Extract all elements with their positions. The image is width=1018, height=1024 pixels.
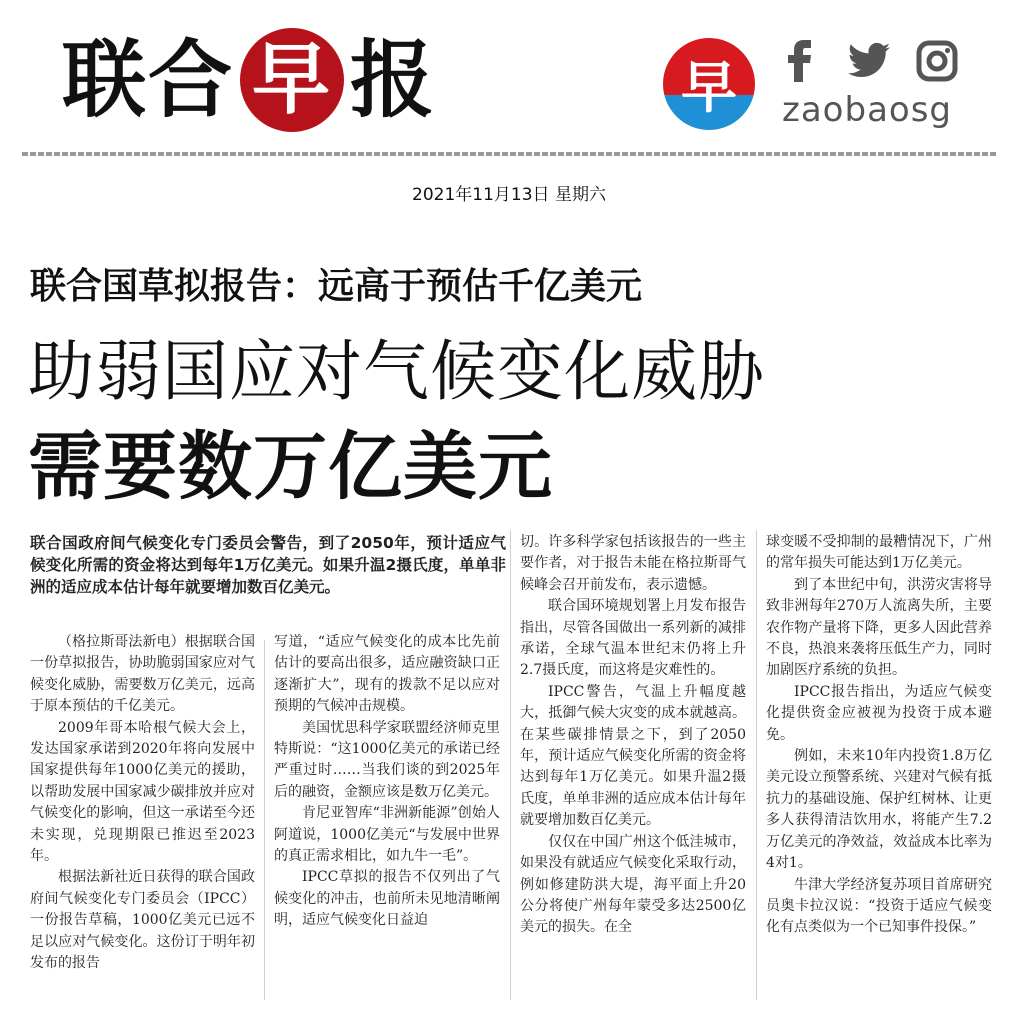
logo-char: 联 xyxy=(62,30,149,129)
article-paragraph: 切。许多科学家包括该报告的一些主要作者，对于报告未能在格拉斯哥气候峰会召开前发布，表示遗憾。 xyxy=(520,534,746,593)
zaobao-app-icon[interactable] xyxy=(663,38,755,130)
article-column-3 xyxy=(520,532,746,1004)
logo-char-circle: 早 xyxy=(240,28,344,132)
article-paragraph: 例如，未来10年内投资1.8万亿美元设立预警系统、兴建对气候有抵抗力的基础设施、保护红树林、让更多人获得清洁饮用水，将能产生7.2万亿美元的净效益，效益成本比率为4对1。 xyxy=(766,748,992,872)
facebook-icon[interactable] xyxy=(780,40,822,82)
article-paragraph: 根据法新社近日获得的联合国政府间气候变化专门委员会（IPCC）一份报告草稿，1000亿美元已远不足以应对气候变化。这份订于明年初发布的报告 xyxy=(30,869,255,972)
article-paragraph: 写道，“适应气候变化的成本比先前估计的要高出很多，适应融资缺口正逐渐扩大”，现有的拨款不足以应对预期的气候冲击规模。 xyxy=(274,634,500,715)
column-rule xyxy=(756,530,757,1000)
article-paragraph: 美国忧思科学家联盟经济师克里特斯说：“这1000亿美元的承诺已经严重过时……当我们谈的到2025年后的融资，金额应该是数万亿美元。 xyxy=(274,719,500,800)
article-paragraph: 2009年哥本哈根气候大会上，发达国家承诺到2020年将向发展中国家提供每年1000亿美元的援助，以帮助发展中国家减少碳排放并应对气候变化的影响，但这一承诺至今还未实现，兑现期限已推迟至2023年。 xyxy=(30,719,255,865)
article-paragraph: 肯尼亚智库“非洲新能源”创始人阿道说，1000亿美元“与发展中世界的真正需求相比，如九牛一毛”。 xyxy=(274,805,500,865)
masthead xyxy=(0,0,1018,150)
article-paragraph: IPCC草拟的报告不仅列出了气候变化的冲击，也前所未见地清晰阐明，适应气候变化日益迫 xyxy=(274,869,500,929)
article-column-2 xyxy=(274,632,500,1004)
logo-char: 报 xyxy=(350,30,437,129)
logo-char: 合 xyxy=(148,30,235,129)
article-paragraph: 联合国环境规划署上月发布报告指出，尽管各国做出一系列新的减排承诺，全球气温本世纪末仍将上升2.7摄氏度，而这将是灾难性的。 xyxy=(520,598,746,679)
article-lede: 联合国政府间气候变化专门委员会警告，到了2050年，预计适应气候变化所需的资金将达到每年1万亿美元。如果升温2摄氏度，单单非洲的适应成本估计每年就要增加数百亿美元。 xyxy=(30,534,506,596)
main-headline-line2: 需要数万亿美元 xyxy=(28,424,553,510)
article-paragraph: IPCC警告，气温上升幅度越大，抵御气候大灾变的成本就越高。在某些碳排情景之下，到了2050年，预计适应气候变化所需的资金将达到每年1万亿美元。如果升温2摄氏度，单单非洲的适应成本估计每年就要增加数百亿美元。 xyxy=(520,683,746,829)
publication-date: 2021年11月13日 星期六 xyxy=(412,185,606,205)
instagram-icon[interactable] xyxy=(916,40,958,82)
twitter-icon[interactable] xyxy=(848,40,890,82)
article-paragraph: IPCC报告指出，为适应气候变化提供资金应被视为投资于成本避免。 xyxy=(766,683,992,743)
column-rule xyxy=(510,530,511,1000)
main-headline-line1: 助弱国应对气候变化威胁 xyxy=(28,333,765,410)
brand-icon-char: 早 xyxy=(681,55,737,121)
article-paragraph: 到了本世纪中旬，洪涝灾害将导致非洲每年270万人流离失所，主要农作物产量将下降，更多人因此营养不良，热浪来袭将压低生产力，同时加剧医疗系统的负担。 xyxy=(766,576,992,679)
article-paragraph: 牛津大学经济复苏项目首席研究员奥卡拉汉说：“投资于适应气候变化有点类似为一个已知事件投保。” xyxy=(766,876,992,936)
article-column-4 xyxy=(766,532,992,1004)
masthead-divider xyxy=(22,152,996,156)
newspaper-logo[interactable] xyxy=(62,30,436,130)
social-handle[interactable]: zaobaosg xyxy=(782,90,952,130)
article-paragraph: 仅仅在中国广州这个低洼城市，如果没有就适应气候变化采取行动，例如修建防洪大堤，海平面上升20公分将使广州每年蒙受多达2500亿美元的损失。在全 xyxy=(520,833,746,936)
article-paragraph: 球变暖不受抑制的最糟情况下，广州的常年损失可能达到1万亿美元。 xyxy=(766,534,992,572)
kicker-headline: 联合国草拟报告：远高于预估千亿美元 xyxy=(30,266,643,307)
column-rule xyxy=(264,640,265,1000)
article-paragraph: （格拉斯哥法新电）根据联合国一份草拟报告，协助脆弱国家应对气候变化威胁，需要数万亿美元，远高于原本预估的千亿美元。 xyxy=(30,634,255,715)
social-links xyxy=(780,40,958,82)
article-column-1 xyxy=(30,632,255,1004)
